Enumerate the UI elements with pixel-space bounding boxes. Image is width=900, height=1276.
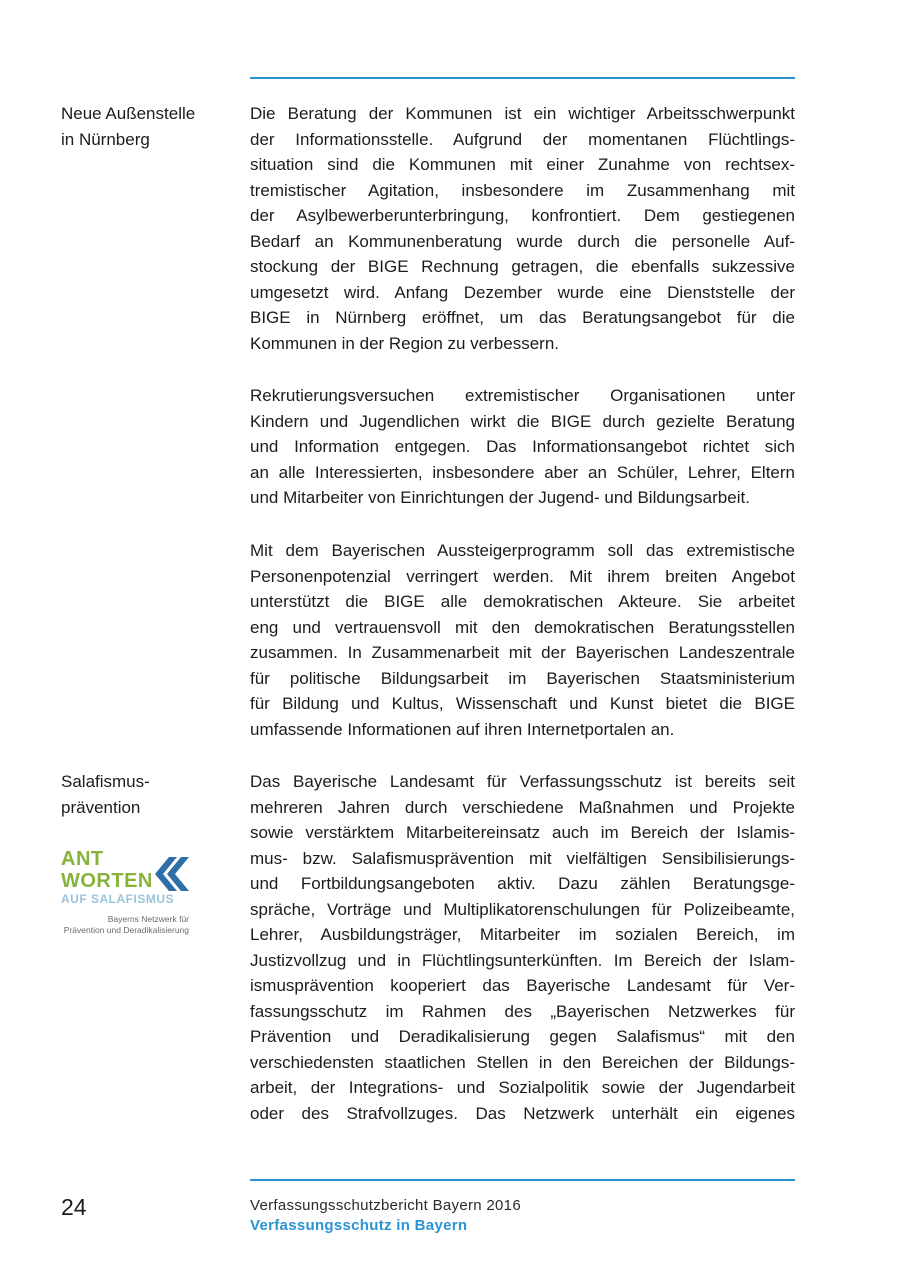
antworten-auf-salafismus-logo [61, 848, 191, 938]
side-heading-line: in Nürnberg [61, 129, 150, 149]
text-line: für Bildung und Kultus, Wissenschaft und Kunst bietet die BIGE [250, 694, 795, 713]
paragraph-aussteigerprogramm [250, 538, 795, 742]
logo-text-ant: ANT [61, 848, 104, 870]
text-line: stockung der BIGE Rechnung getragen, die ebenfalls sukzessive [250, 257, 795, 276]
text-line: der Informationsstelle. Aufgrund der momentanen Flüchtlings- [250, 129, 795, 149]
text-line: mus- bzw. Salafismusprävention mit vielfältigen Sensibilisierungs- [250, 848, 795, 868]
text-line: eng und vertrauensvoll mit den demokratischen Beratungsstellen [250, 617, 795, 637]
text-line: Rekrutierungsversuchen extremistischer Organisationen unter [250, 386, 795, 405]
text-line: zusammen. In Zusammenarbeit mit der Bayerischen Landeszentrale [250, 643, 795, 662]
text-line: an alle Interessierten, insbesondere aber an Schüler, Lehrer, Eltern [250, 462, 795, 482]
text-line: der Asylbewerberunterbringung, konfrontiert. Dem gestiegenen [250, 206, 795, 225]
text-line: Personenpotenzial verringert werden. Mit ihrem breiten Angebot [250, 566, 795, 586]
text-line: Bedarf an Kommunenberatung wurde durch die personelle Auf- [250, 231, 795, 251]
text-line: arbeit, der Integrations- und Sozialpolitik sowie der Jugendarbeit [250, 1078, 795, 1097]
text-line: mehreren Jahren durch verschiedene Maßnahmen und Projekte [250, 797, 795, 817]
text-line: Lehrer, Ausbildungsträger, Mitarbeiter im sozialen Bereich, im [250, 925, 795, 944]
text-line: tremistischer Agitation, insbesondere im Zusammenhang mit [250, 180, 795, 200]
text-line: Mit dem Bayerischen Aussteigerprogramm soll das extremistische [250, 541, 795, 560]
footer-section-title: Verfassungsschutz in Bayern [250, 1217, 468, 1234]
text-line: spräche, Vorträge und Multiplikatorenschulungen für Polizeibeamte, [250, 899, 795, 919]
top-rule [250, 77, 795, 79]
text-line: BIGE in Nürnberg eröffnet, um das Beratungsangebot für die [250, 308, 795, 327]
paragraph-kommunenberatung [250, 101, 795, 356]
text-line: und Mitarbeiter von Einrichtungen der Jugend- und Bildungsarbeit. [250, 488, 750, 507]
text-line: verschiedensten staatlichen Stellen in den Bereichen der Bildungs- [250, 1052, 795, 1072]
bottom-rule [250, 1179, 795, 1181]
text-line: Prävention und Deradikalisierung gegen Salafismus“ mit den [250, 1027, 795, 1046]
text-line: Kommunen in der Region zu verbessern. [250, 333, 559, 353]
side-heading-salafismus [61, 769, 231, 820]
text-line: situation sind die Kommunen mit einer Zunahme von rechtsex- [250, 155, 795, 174]
text-line: unterstützt die BIGE alle demokratischen Akteure. Sie arbeitet [250, 592, 795, 611]
double-chevron-icon [153, 857, 189, 891]
text-line: sowie verstärktem Mitarbeitereinsatz auch im Bereich der Islamis- [250, 823, 795, 842]
side-heading-nuernberg [61, 101, 231, 152]
footer-report-title: Verfassungsschutzbericht Bayern 2016 [250, 1197, 521, 1214]
text-line: Justizvollzug und in Flüchtlingsunterkünften. Im Bereich der Islam- [250, 950, 795, 970]
page-number: 24 [61, 1194, 87, 1220]
text-line: ismusprävention kooperiert das Bayerische Landesamt für Ver- [250, 976, 795, 995]
side-heading-line: Salafismus- [61, 772, 150, 791]
text-line: Das Bayerische Landesamt für Verfassungsschutz ist bereits seit [250, 772, 795, 791]
logo-tagline: Prävention und Deradikalisierung [63, 925, 189, 935]
text-line: Die Beratung der Kommunen ist ein wichtiger Arbeitsschwerpunkt [250, 104, 795, 123]
side-heading-line: Neue Außenstelle [61, 104, 196, 123]
logo-text-auf-salafismus: AUF SALAFISMUS [61, 892, 174, 906]
side-heading-line: prävention [61, 797, 141, 817]
text-line: Kindern und Jugendlichen wirkt die BIGE durch gezielte Beratung [250, 411, 795, 431]
paragraph-rekrutierung [250, 383, 795, 511]
text-line: umfassende Informationen auf ihren Internetportalen an. [250, 719, 675, 739]
text-line: und Fortbildungsangeboten aktiv. Dazu zählen Beratungsge- [250, 874, 795, 893]
text-line: fassungsschutz im Rahmen des „Bayerischen Netzwerkes für [250, 1001, 795, 1021]
text-line: umgesetzt wird. Anfang Dezember wurde eine Dienststelle der [250, 282, 795, 302]
logo-tagline: Bayerns Netzwerk für [107, 914, 189, 924]
logo-text-worten: WORTEN [61, 870, 153, 892]
text-line: für politische Bildungsarbeit im Bayerischen Staatsministerium [250, 668, 795, 688]
paragraph-salafismuspraevention [250, 769, 795, 1126]
text-line: und Information entgegen. Das Informationsangebot richtet sich [250, 437, 795, 456]
text-line: oder des Strafvollzuges. Das Netzwerk unterhält ein eigenes [250, 1103, 795, 1123]
